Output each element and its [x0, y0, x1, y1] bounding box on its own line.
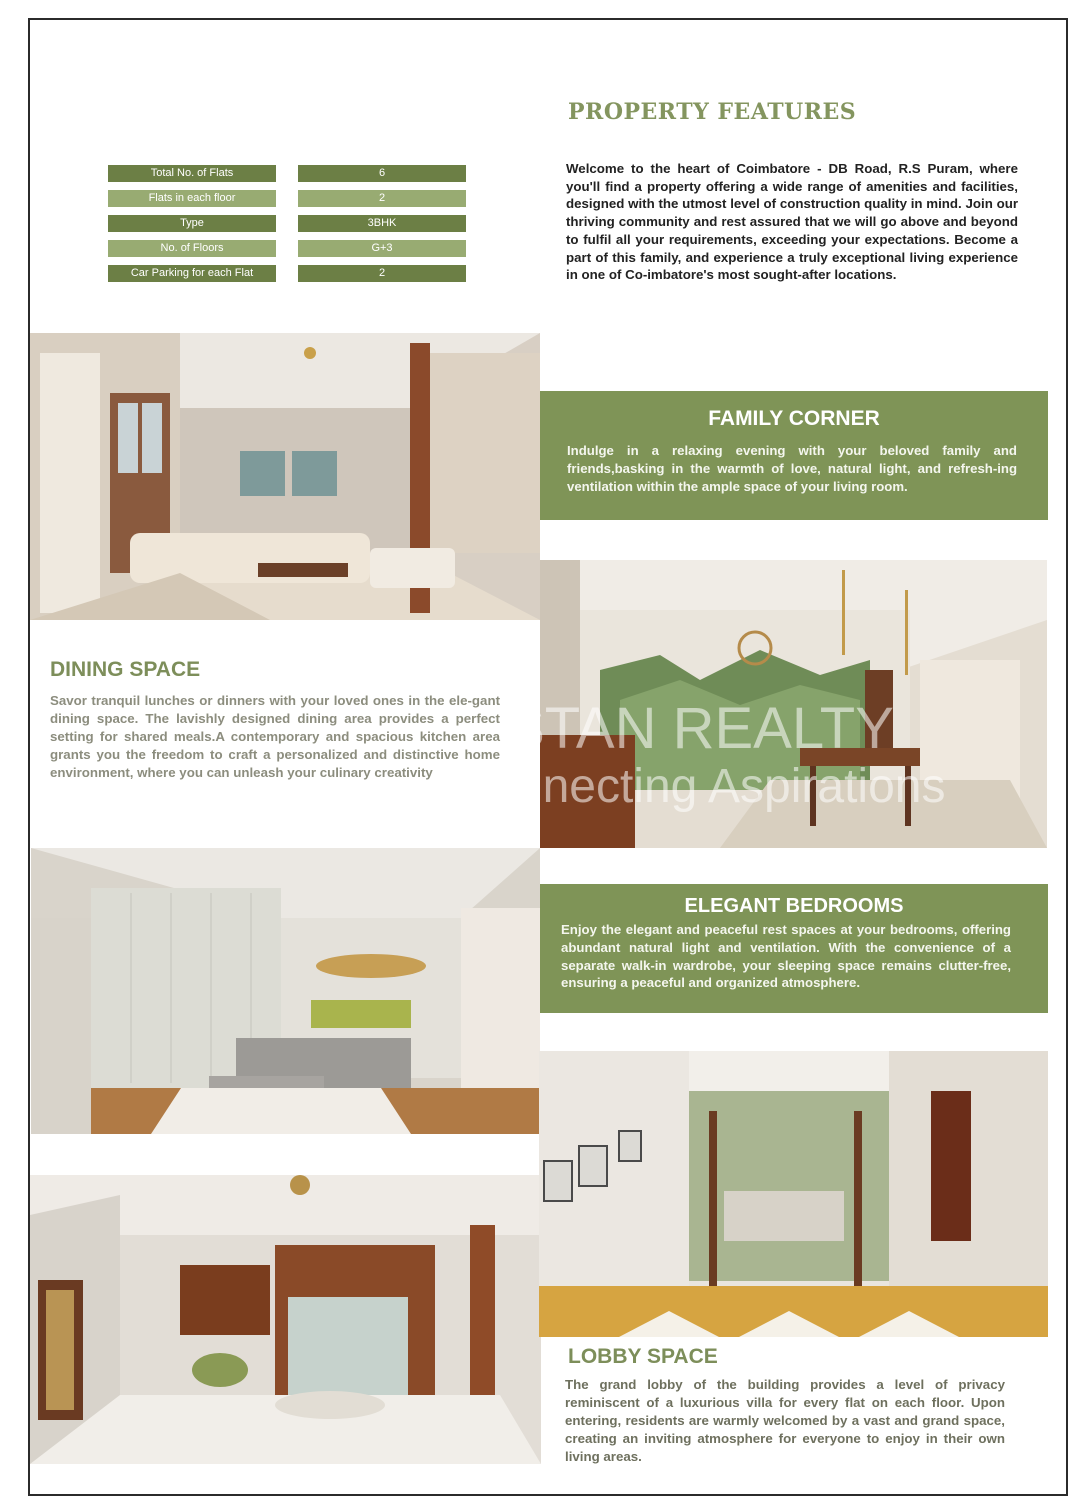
family-corner-title: FAMILY CORNER — [708, 407, 880, 430]
elegant-bedrooms-title: ELEGANT BEDROOMS — [684, 895, 904, 917]
spec-value: 2 — [298, 190, 466, 207]
dining-room-photo — [540, 560, 1047, 848]
spec-value: G+3 — [298, 240, 466, 257]
spec-value: 6 — [298, 165, 466, 182]
spec-table — [108, 165, 466, 290]
watermark-line-2: Connecting Aspirations — [454, 760, 946, 813]
watermark-line-1: STAN REALTY — [506, 696, 894, 761]
dining-space-text: Savor tranquil lunches or dinners with your loved ones in the ele-gant dining space. The lavishly designed dining area provides a perfect setting for shared meals.A contemporary and spacious kitchen area grants you the freedom to craft a personalized and distinctive home environment, where you can unleash your culinary creativity — [50, 693, 500, 780]
lobby-space-title: LOBBY SPACE — [568, 1345, 718, 1368]
elegant-bedrooms-text: Enjoy the elegant and peaceful rest spaces at your bedrooms, offering abundant natural light and ventilation. With the convenience of a separate walk-in wardrobe, your sleeping space remains clutter-free, ensuring a peaceful and organized atmosphere. — [561, 922, 1011, 991]
spec-label: Total No. of Flats — [108, 165, 276, 182]
master-bedroom-photo — [539, 1051, 1048, 1337]
spec-row — [108, 240, 466, 257]
spec-label: No. of Floors — [108, 240, 276, 257]
intro-paragraph: Welcome to the heart of Coimbatore - DB Road, R.S Puram, where you'll find a property offering a wide range of amenities and facilities, designed with the utmost level of construction quality in mind. Join our thriving community and rest assured that we will go above and beyond to fulfil all your requirements, exceeding your expectations. Become a part of this family, and experience a truly exceptional living experience in one of Co-imbatore's most sought-after locations. — [566, 161, 1018, 283]
family-corner-panel — [540, 391, 1048, 520]
spec-row — [108, 165, 466, 182]
dining-space-title: DINING SPACE — [50, 658, 201, 681]
spec-row — [108, 190, 466, 207]
spec-row — [108, 265, 466, 282]
spec-row — [108, 215, 466, 232]
page-title: PROPERTY FEATURES — [568, 99, 857, 125]
spec-label: Type — [108, 215, 276, 232]
spec-value: 2 — [298, 265, 466, 282]
family-corner-text: Indulge in a relaxing evening with your beloved family and friends,basking in the warmth of love, natural light, and refresh-ing ventilation within the ample space of your living room. — [567, 443, 1017, 494]
spec-label: Car Parking for each Flat — [108, 265, 276, 282]
living-room-photo — [30, 333, 540, 620]
elegant-bedrooms-panel — [540, 884, 1048, 1013]
spec-value: 3BHK — [298, 215, 466, 232]
lobby-space-text: The grand lobby of the building provides a level of privacy reminiscent of a luxurious villa for every flat on each floor. Upon entering, residents are warmly welcomed by a vast and grand space, creating an inviting atmosphere for everyone to enjoy in their own living areas. — [565, 1377, 1005, 1464]
spec-label: Flats in each floor — [108, 190, 276, 207]
lobby-photo — [30, 1175, 541, 1464]
bedroom-photo — [31, 848, 540, 1134]
